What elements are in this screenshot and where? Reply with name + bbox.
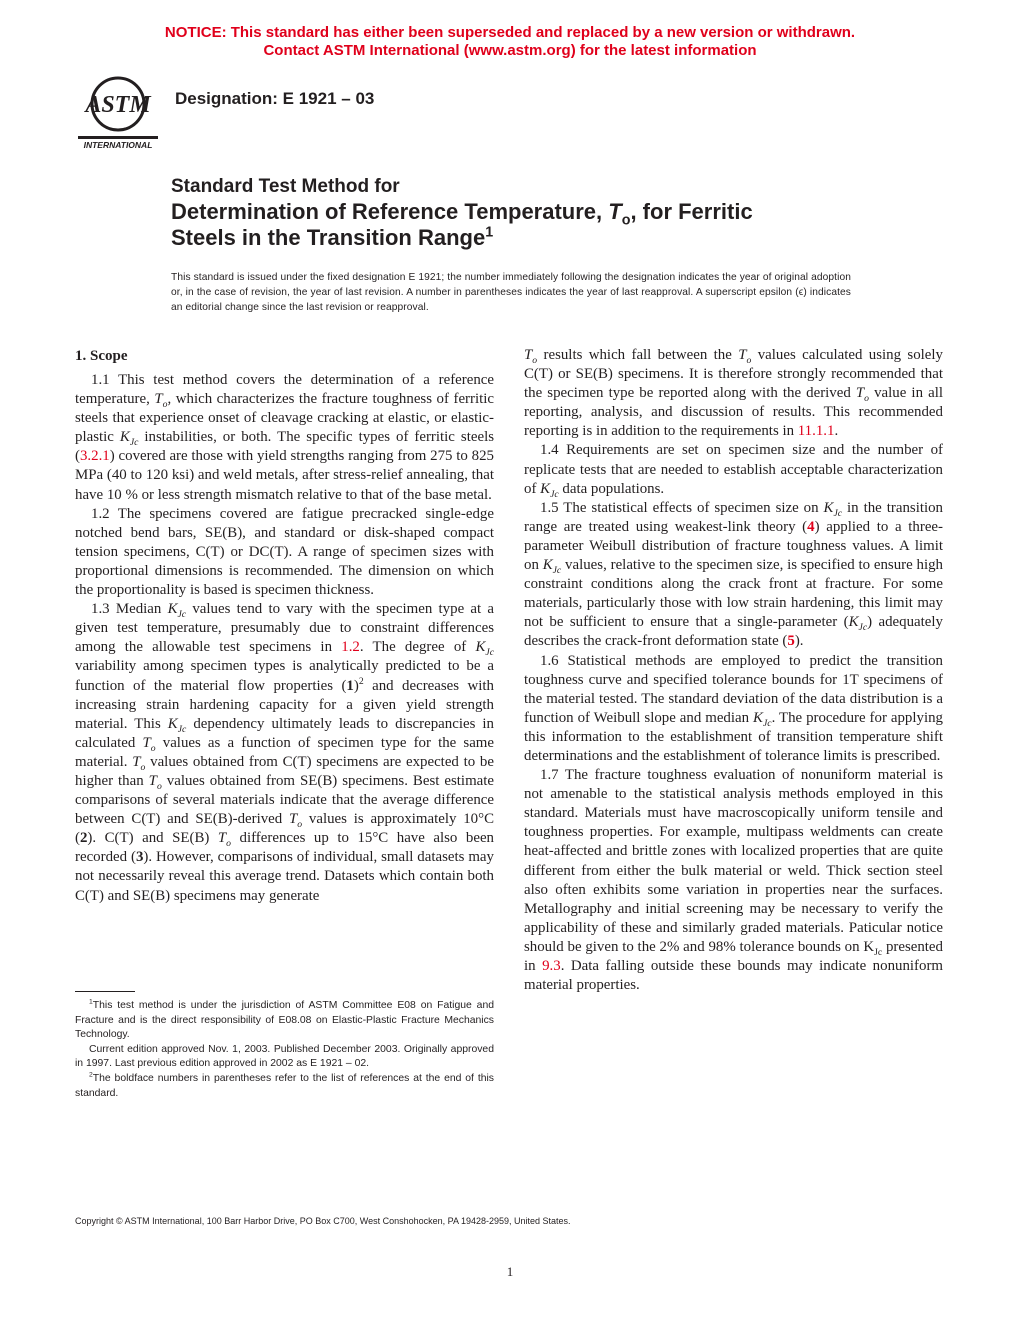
title-footnote-mark: 1 — [485, 224, 494, 241]
paragraph-1-1: 1.1 This test method covers the determination of a reference temperature, $T_o$, which characterizes the fracture toughness of ferritic steels that experience onset of cleavage cracking at elastic, or elastic-plastic $K_{Jc}$ instabilities, or both. The specific types of ferritic steels (3.2.1) covered are those with yield strengths ranging from 275 to 825 MPa (40 to 120 ksi) and weld metals, after stress-relief annealing, that have 10 % or less strength mismatch relative to that of the base metal. — [75, 372, 494, 503]
standard-note: This standard is issued under the fixed designation E 1921; the number immediately following the designation indicates the year of original adoption or, in the case of revision, the year of last revision. A number in parentheses indicates the year of last reapproval. A superscript epsilon (ϵ) indicates an editorial change since the last revision or reapproval. — [171, 272, 851, 313]
footnote-rule — [75, 991, 135, 992]
paragraph-1-4: 1.4 Requirements are set on specimen size and the number of replicate tests that are needed to establish acceptable characterization of $K_{Jc}$ data populations. — [524, 442, 943, 500]
logo-international-text: INTERNATIONAL — [83, 140, 153, 150]
paragraph-1-6: 1.6 Statistical methods are employed to predict the transition toughness curve and specified tolerance bounds for 1T specimens of the material tested. The standard deviation of the data distribution is a function of Weibull slope and median $K_{Jc}$. The procedure for applying this information to the establishment of transition temperature shift determinations and the establishment of tolerance limits is prescribed. — [524, 652, 943, 764]
title-symbol-sub: o — [621, 212, 631, 229]
title-line-2-text: Determination of Reference Temperature, — [171, 199, 609, 224]
section-heading-scope: 1. Scope — [75, 348, 128, 364]
notice-line-2: Contact ASTM International (www.astm.org) for the latest information — [263, 42, 757, 59]
title-line-3-text: Steels in the Transition Range — [171, 225, 486, 250]
link-11-1-1[interactable]: 11.1.1 — [797, 423, 835, 440]
ref-3[interactable]: 3 — [135, 849, 144, 866]
footnote-1: $^1$This test method is under the jurisdiction of ASTM Committee E08 on Fatigue and Fracture and is the direct responsibility of E08.08 on Elastic-Plastic Fracture Mechanics Technology. — [75, 998, 494, 1041]
astm-logo-icon — [74, 72, 162, 152]
paragraph-1-5: 1.5 The statistical effects of specimen size on $K_{Jc}$ in the transition range are treated using weakest-link theory (4) applied to a three-parameter Weibull distribution of fracture toughness values. A limit on $K_{Jc}$ values, relative to the specimen size, is specified to ensure high constraint conditions along the crack front at fracture. For some materials, particularly those with low strain hardening, this limit may not be sufficient to ensure that a single-parameter $(K_{Jc})$ adequately describes the crack-front deformation state (5). — [524, 499, 944, 650]
supersede-notice — [0, 24, 1020, 60]
ref-5[interactable]: 5 — [787, 633, 795, 650]
title-symbol: T — [608, 199, 622, 224]
title-line-3 — [171, 225, 871, 251]
logo-astm-text: ASTM — [85, 92, 151, 118]
document-title — [171, 175, 871, 251]
ref-4[interactable]: 4 — [807, 518, 815, 535]
paragraph-1-3-continued: $T_o$ results which fall between the $T_o$ values calculated using solely C(T) or SE(B) specimens. It is therefore strongly recommended that the specimen type be reported along with the derived $T_o$ value in all reporting, analysis, and discussion of results. This recommended reporting is in addition to the requirements in 11.1.1. — [524, 347, 943, 440]
notice-line-1: NOTICE: This standard has either been superseded and replaced by a new version or withdrawn. — [164, 24, 856, 41]
copyright-line: Copyright © ASTM International, 100 Barr Harbor Drive, PO Box C700, West Conshohocken, PA 19428-2959, United States. — [75, 1216, 571, 1226]
right-column — [524, 346, 943, 995]
link-3-2-1[interactable]: 3.2.1 — [79, 448, 110, 465]
footnote-2: $^2$The boldface numbers in parentheses refer to the list of references at the end of this standard. — [75, 1071, 494, 1099]
paragraph-1-3: 1.3 Median $K_{Jc}$ values tend to vary with the specimen type at a given test temperature, presumably due to constraint differences among the allowable test specimens in 1.2. The degree of $K_{Jc}$ variability among specimen types is analytically predicted to be a function of the material flow properties $(1)^2$ and decreases with increasing strain hardening capacity for a given yield strength material. This $K_{Jc}$ dependency ultimately leads to discrepancies in calculated $T_o$ values as a function of specimen type for the same material. $T_o$ values obtained from C(T) specimens are expected to be higher than $T_o$ values obtained from SE(B) specimens. Best estimate comparisons of several materials indicate that the average difference between C(T) and SE(B)-derived $T_o$ values is approximately 10°C (2). C(T) and SE(B) $T_o$ differences up to 15°C have also been recorded (3). However, comparisons of individual, small datasets may not necessarily reveal this average trend. Datasets which contain both C(T) and SE(B) specimens may generate — [75, 601, 495, 904]
footnotes — [75, 999, 494, 1101]
ref-1[interactable]: 1 — [346, 677, 354, 694]
designation: Designation: E 1921 – 03 — [175, 89, 375, 108]
footnote-1-edition: Current edition approved Nov. 1, 2003. Published December 2003. Originally approved in 1997. Last previous edition approved in 2002 as E 1921 – 02. — [75, 1043, 494, 1070]
paragraph-1-7: 1.7 The fracture toughness evaluation of nonuniform material is not amenable to the statistical analysis methods employed in this standard. Materials must have macroscopically uniform tensile and toughness properties. For example, multipass weldments can create heat-affected and brittle zones with localized properties that are quite different from either the bulk material or weld. Thick section steel also often exhibits some variation in properties near the surfaces. Metallography and initial screening may be necessary to verify the applicability of these and similarly graded materials. Paticular notice should be given to the 2% and 98% tolerance bounds on $K_{Jc}$ presented in 9.3. Data falling outside these bounds may indicate nonuniform material properties. — [524, 767, 943, 994]
page-number: 1 — [506, 1264, 514, 1279]
title-line-1: Standard Test Method for — [171, 176, 400, 197]
left-column — [75, 346, 494, 906]
title-line-2 — [171, 199, 871, 229]
ref-2[interactable]: 2 — [79, 830, 88, 847]
link-9-3[interactable]: 9.3 — [542, 958, 561, 974]
title-line-2-end: , for Ferritic — [630, 199, 753, 224]
astm-logo — [74, 72, 162, 152]
paragraph-1-2: 1.2 The specimens covered are fatigue precracked single-edge notched bend bars, SE(B), and standard or disk-shaped compact tension specimens, C(T) or DC(T). A range of specimen sizes with proportional dimensions is recommended. The dimension on which the proportionality is based is specimen thickness. — [75, 505, 494, 599]
link-1-2[interactable]: 1.2 — [341, 639, 360, 656]
